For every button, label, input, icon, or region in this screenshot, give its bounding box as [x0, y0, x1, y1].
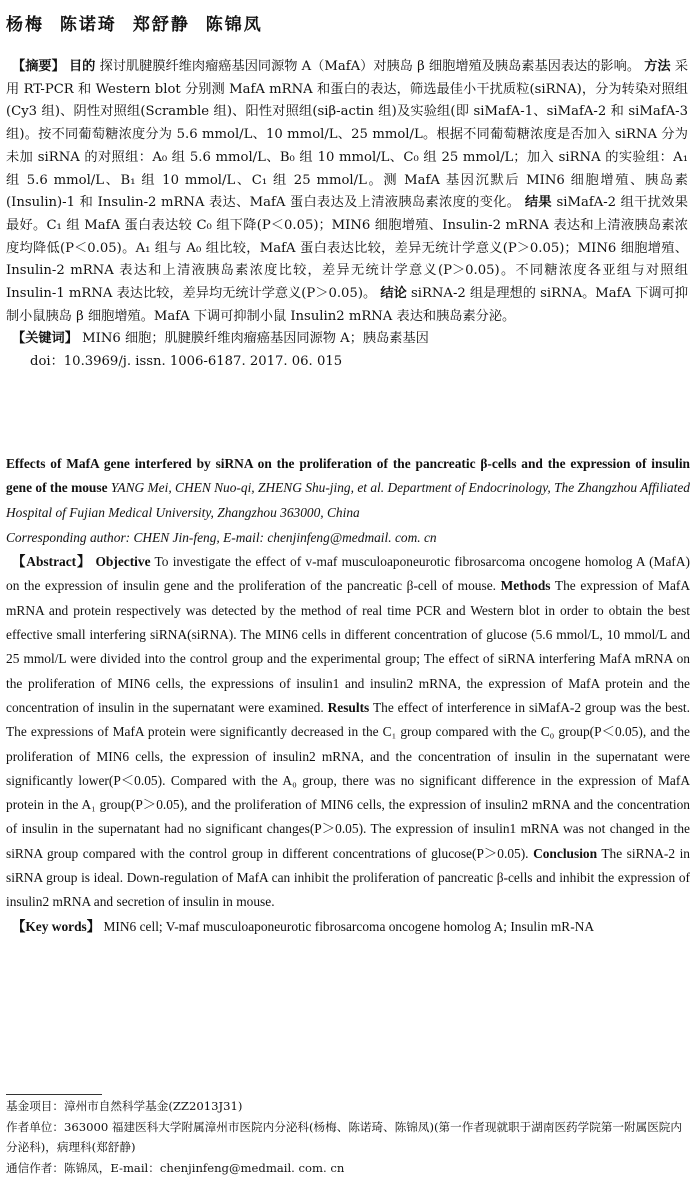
- abstract-cn: [6, 56, 688, 374]
- english-corresponding-author: Corresponding author: CHEN Jin-feng, E-mail: chenjinfeng@medmail. com. cn: [6, 529, 437, 545]
- author-list-cn: 杨梅 陈诺琦 郑舒静 陈锦凤: [6, 15, 263, 35]
- footnotes: [6, 1096, 690, 1178]
- methods-label-cn: 方法: [644, 59, 671, 74]
- objective-label-en: Objective: [95, 554, 151, 570]
- english-authors: YANG Mei, CHEN Nuo-qi, ZHENG Shu-jing, et al.: [110, 480, 385, 496]
- conclusion-text-en: The siRNA-2 in siRNA group is ideal. Down-regulation of MafA can inhibit the proliferation of pancreatic β-cells and inhibit the expression of insulin2 mRNA and secretion of insulin in mouse.: [6, 845, 690, 910]
- keywords-text-en: MIN6 cell; V-maf musculoaponeurotic fibrosarcoma oncogene homolog A; Insulin mR-NA: [103, 918, 595, 934]
- abstract-cn-body: [6, 56, 688, 328]
- doi: doi：10.3969/j. issn. 1006-6187. 2017. 06. 015: [30, 354, 343, 370]
- results-label-en: Results: [327, 699, 370, 715]
- objective-text-en: To investigate the effect of v-maf musculoaponeurotic fibrosarcoma oncogene homolog A (MafA) on the expression of insulin gene and the proliferation of the pancreatic β-cell of mouse.: [6, 554, 690, 594]
- conclusion-text-cn: siRNA-2 组是理想的 siRNA。MafA 下调可抑制小鼠胰岛 β 细胞增殖。MafA 下调可抑制小鼠 Insulin2 mRNA 表达和胰岛素分泌。: [6, 286, 689, 324]
- objective-text-cn: 探讨肌腱膜纤维肉瘤癌基因同源物 A（MafA）对胰岛 β 细胞增殖及胰岛素基因表达的影响。: [99, 59, 641, 74]
- english-abstract-body: [6, 550, 690, 914]
- english-heading: [6, 452, 690, 525]
- results-text-cn: siMafA-2 组干扰效果最好。C₁ 组 MafA 蛋白表达较 C₀ 组下降(P＜0.05)；MIN6 细胞增殖、Insulin-2 mRNA 表达和上清液胰岛素浓度均降低(P＜0.05)。A₁ 组与 A₀ 组比较，MafA 蛋白表达比较，差异无统计学意义(P＞0.05)；MIN6 细胞增殖、Insulin-2 mRNA 表达和上清液胰岛素浓度比较，差异无统计学意义(P＞0.05)。不同糖浓度各亚组与对照组 Insulin-1 mRNA 表达比较，差异均无统计学意义(P＞0.05)。: [6, 195, 688, 302]
- corresponding-note: 通信作者：陈锦凤，E-mail：chenjinfeng@medmail. com. cn: [6, 1160, 345, 1175]
- fund-note: 基金项目：漳州市自然科学基金(ZZ2013J31): [6, 1099, 243, 1113]
- conclusion-label-en: Conclusion: [533, 845, 598, 861]
- abstract-label-cn: 【摘要】: [12, 59, 65, 74]
- affiliation-note: [6, 1117, 690, 1158]
- english-abstract: [6, 452, 690, 939]
- keywords-text-cn: MIN6 细胞；肌腱膜纤维肉瘤癌基因同源物 A；胰岛素基因: [82, 331, 429, 347]
- affiliation-note-label: 作者单位：363000: [6, 1119, 109, 1134]
- methods-label-en: Methods: [500, 578, 551, 594]
- objective-label-cn: 目的: [68, 59, 96, 74]
- affiliation-note-text: 福建医科大学附属漳州市医院内分泌科(杨梅、陈诺琦、陈锦凤)(第一作者现就职于湖南医药学院第一附属医院内分泌科)，病理科(郑舒静): [6, 1119, 682, 1154]
- keywords-label-cn: 【关键词】: [12, 331, 78, 347]
- keywords-cn: [6, 328, 688, 351]
- abstract-label-en: 【Abstract】: [12, 554, 92, 570]
- keywords-en: [6, 915, 690, 939]
- english-affiliation: Department of Endocrinology, The Zhangzhou Affiliated Hospital of Fujian Medical University, Zhangzhou 363000, China: [6, 480, 690, 520]
- keywords-label-en: 【Key words】: [12, 918, 101, 934]
- results-text-en: The effect of interference in siMafA-2 group was the best. The expressions of MafA protein were significantly decreased in the C₁ group compared with the C₀ group(P＜0.05), and the proliferation of MIN6 cells, the expression of insulin2 mRNA, and the concentration of insulin in the supernatant were significantly lower(P＜0.05). Compared with the A₀ group, there was no significant difference in the expression of MafA protein in the A₁ group(P＞0.05), and the proliferation of MIN6 cells, the expression of insulin2 mRNA and the concentration of insulin in the supernatant had no significant changes(P＞0.05). The expression of insulin1 mRNA was not changed in the siRNA group compared with the control group in different concentrations of glucose(P＞0.05).: [6, 699, 690, 861]
- methods-text-cn: 采用 RT-PCR 和 Western blot 分别测 MafA mRNA 和蛋白的表达，筛选最佳小干扰质粒(siRNA)，分为转染对照组(Cy3 组)、阴性对照组(Scramble 组)、阳性对照组(siβ-actin 组)及实验组(即 siMafA-1、siMafA-2 和 siMafA-3 组)。按不同葡萄糖浓度分为 5.6 mmol/L、10 mmol/L、25 mmol/L。根据不同葡萄糖浓度是否加入 siRNA 分为未加 siRNA 的对照组：A₀ 组 5.6 mmol/L、B₀ 组 10 mmol/L、C₀ 组 25 mmol/L；加入 siRNA 的实验组：A₁ 组 5.6 mmol/L、B₁ 组 10 mmol/L、C₁ 组 25 mmol/L。测 MafA 基因沉默后 MIN6 细胞增殖、胰岛素(Insulin)-1 和 Insulin-2 mRNA 表达、MafA 蛋白表达及上清液胰岛素浓度的变化。: [6, 59, 688, 211]
- results-label-cn: 结果: [524, 195, 552, 211]
- conclusion-label-cn: 结论: [380, 286, 407, 302]
- english-title: Effects of MafA gene interfered by siRNA on the proliferation of the pancreatic β-cells and the expression of insulin gene of the mouse: [6, 456, 690, 496]
- footnote-divider: [6, 1094, 102, 1095]
- methods-text-en: The expression of MafA mRNA and protein respectively was detected by the method of real time PCR and Western blot in order to obtain the best effective small interfering siRNA(siRNA). The MIN6 cells in different concentration of glucose (5.6 mmol/L, 10 mmol/L and 25 mmol/L were divided into the control group and the experimental group; The effect of siRNA interfering MafA mRNA on the proliferation of MIN6 cells, the expressions of insulin1 and insulin2 mRNA, the expression of MafA protein and the concentration of insulin in the supernatant were examined.: [6, 578, 691, 715]
